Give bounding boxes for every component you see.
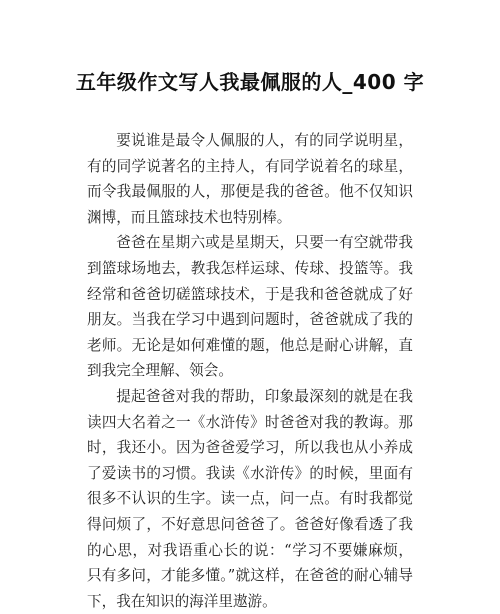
document-body: [87, 128, 413, 614]
paragraph-3: 提起爸爸对我的帮助，印象最深刻的就是在我读四大名着之一《水浒传》时爸爸对我的教诲。那时，我还小。因为爸爸爱学习，所以我也从小养成了爱读书的习惯。我读《水浒传》的时候，里面有很多不认识的生字。读一点，问一点。有时我都觉得问烦了，不好意思问爸爸了。爸爸好像看透了我的心思，对我语重心长的说：“学习不要嫌麻烦，只有多问，才能多懂。”就这样，在爸爸的耐心辅导下，我在知识的海洋里遨游。: [87, 387, 413, 610]
document-title: 五年级作文写人我最佩服的人_400 字: [75, 70, 425, 94]
paragraph-2: 爸爸在星期六或是星期天，只要一有空就带我到篮球场地去，教我怎样运球、传球、投篮等。我经常和爸爸切磋篮球技术，于是我和爸爸就成了好朋友。当我在学习中遇到问题时，爸爸就成了我的老师。无论是如何难懂的题，他总是耐心讲解，直到我完全理解、领会。: [87, 234, 413, 380]
paragraph-1: 要说谁是最令人佩服的人，有的同学说明星，有的同学说著名的主持人，有同学说着名的球星，而令我最佩服的人，那便是我的爸爸。他不仅知识渊博，而且篮球技术也特别棒。: [87, 132, 413, 226]
